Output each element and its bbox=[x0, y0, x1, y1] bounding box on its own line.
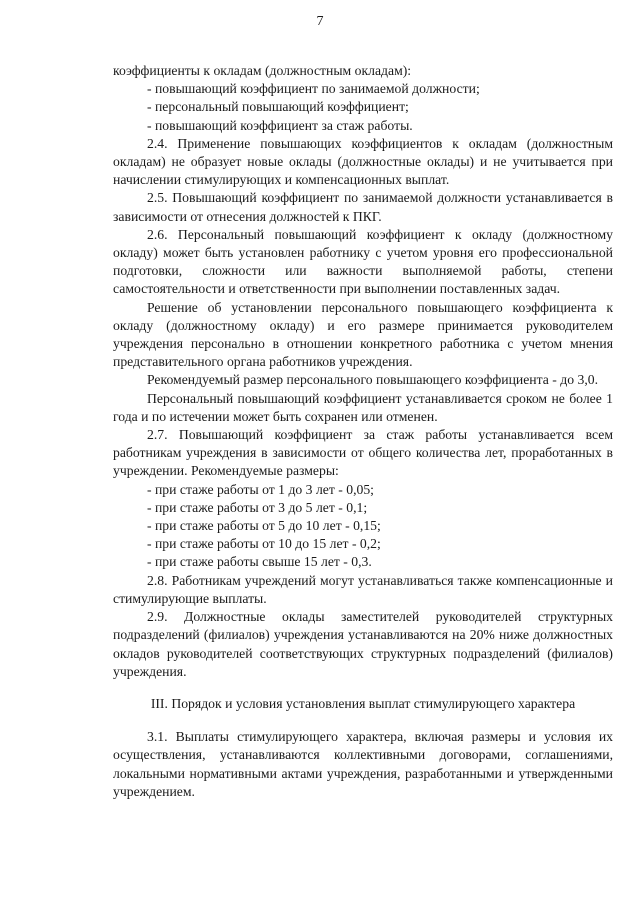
paragraph: 2.5. Повышающий коэффициент по занимаемой должности устанавливается в зависимости от отнесения должностей к ПКГ. bbox=[113, 190, 613, 224]
paragraph: 3.1. Выплаты стимулирующего характера, включая размеры и условия их осуществления, устанавливаются коллективными договорами, соглашениями, локальными нормативными актами учреждения, разработанными и утвержденными учреждением. bbox=[113, 729, 613, 799]
list-item: - при стаже работы свыше 15 лет - 0,3. bbox=[147, 554, 372, 570]
list-item: - повышающий коэффициент по занимаемой должности; bbox=[147, 81, 480, 97]
list-item: - повышающий коэффициент за стаж работы. bbox=[147, 117, 413, 133]
paragraph: 2.4. Применение повышающих коэффициентов к окладам (должностным окладам) не образует новые оклады (должностные оклады) и не учитывается при начислении стимулирующих и компенсационных выплат. bbox=[113, 135, 613, 188]
list-item: - при стаже работы от 3 до 5 лет - 0,1; bbox=[147, 499, 368, 515]
paragraph: 2.7. Повышающий коэффициент за стаж работы устанавливается всем работникам учреждения в зависимости от общего количества лет, проработанных в учреждении. Рекомендуемые размеры: bbox=[113, 427, 613, 479]
paragraph: коэффициенты к окладам (должностным окладам): bbox=[113, 63, 412, 78]
document-body bbox=[113, 62, 613, 801]
list-item: - при стаже работы от 1 до 3 лет - 0,05; bbox=[147, 481, 374, 497]
list-item: - персональный повышающий коэффициент; bbox=[147, 99, 409, 115]
list-item: - при стаже работы от 10 до 15 лет - 0,2; bbox=[147, 536, 381, 552]
page-number: 7 bbox=[316, 14, 324, 29]
paragraph: 2.8. Работникам учреждений могут устанавливаться также компенсационные и стимулирующие выплаты. bbox=[113, 572, 613, 606]
paragraph: 2.9. Должностные оклады заместителей руководителей структурных подразделений (филиалов) учреждения устанавливаются на 20% ниже должностных окладов руководителей соответствующих структурных подразделений (филиалов) учреждения. bbox=[113, 609, 613, 679]
section-heading: III. Порядок и условия установления выплат стимулирующего характера bbox=[150, 695, 576, 711]
paragraph: Решение об установлении персонального повышающего коэффициента к окладу (должностному окладу) и его размере принимается руководителем учреждения персонально в отношении конкретного работника с учетом мнения представительного органа работников учреждения. bbox=[113, 299, 613, 370]
paragraph: 2.6. Персональный повышающий коэффициент к окладу (должностному окладу) может быть установлен работнику с учетом уровня его профессиональной подготовки, сложности или важности выполняемой работы, степени самостоятельности и ответственности при выполнении поставленных задач. bbox=[113, 226, 613, 297]
paragraph: Рекомендуемый размер персонального повышающего коэффициента - до 3,0. bbox=[147, 372, 599, 388]
list-item: - при стаже работы от 5 до 10 лет - 0,15; bbox=[147, 518, 381, 534]
paragraph: Персональный повышающий коэффициент устанавливается сроком не более 1 года и по истечении может быть сохранен или отменен. bbox=[113, 390, 613, 424]
